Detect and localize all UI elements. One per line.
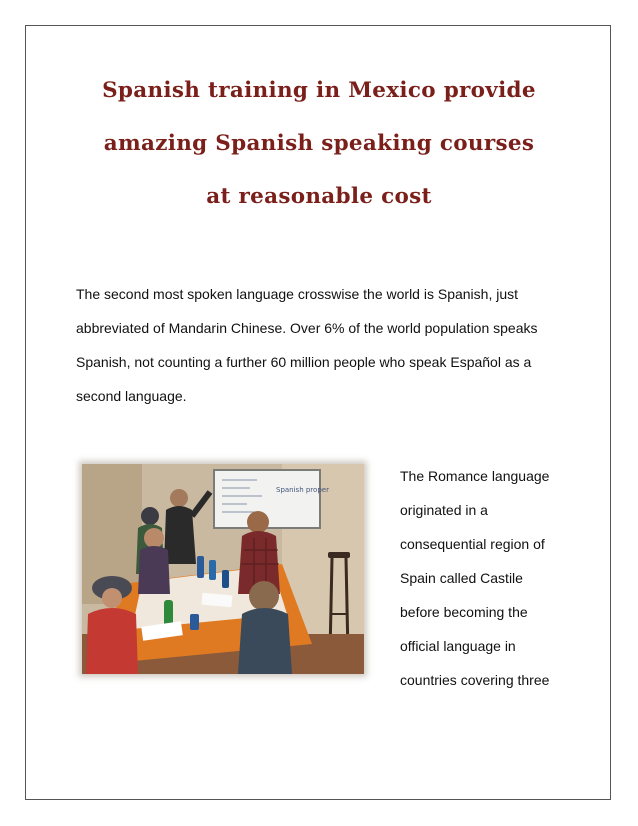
paragraph-line-2: abbreviated of Mandarin Chinese. Over 6% of the world population speaks [76,320,538,336]
paragraph-line-4: second language. [76,388,187,404]
paragraph-line-1: The second most spoken language crosswise the world is Spanish, just [76,286,519,302]
side-text-line-7: countries covering three [400,672,550,688]
whiteboard-text: Spanish proper [276,486,329,494]
side-text-line-1: The Romance language [400,468,550,484]
classroom-photo [82,464,364,674]
side-text-line-2: originated in a [400,502,488,518]
paragraph-line-3: Spanish, not counting a further 60 million people who speak Español as a [76,354,532,370]
title-line-3: at reasonable cost [206,184,432,209]
classroom-photo-drawing [82,464,364,674]
title-line-2: amazing Spanish speaking courses [103,131,535,156]
side-text-line-6: official language in [400,638,516,654]
side-text-line-4: Spain called Castile [400,570,523,586]
side-text-line-3: consequential region of [400,536,545,552]
side-text-line-5: before becoming the [400,604,528,620]
title-line-1: Spanish training in Mexico provide [102,78,536,103]
